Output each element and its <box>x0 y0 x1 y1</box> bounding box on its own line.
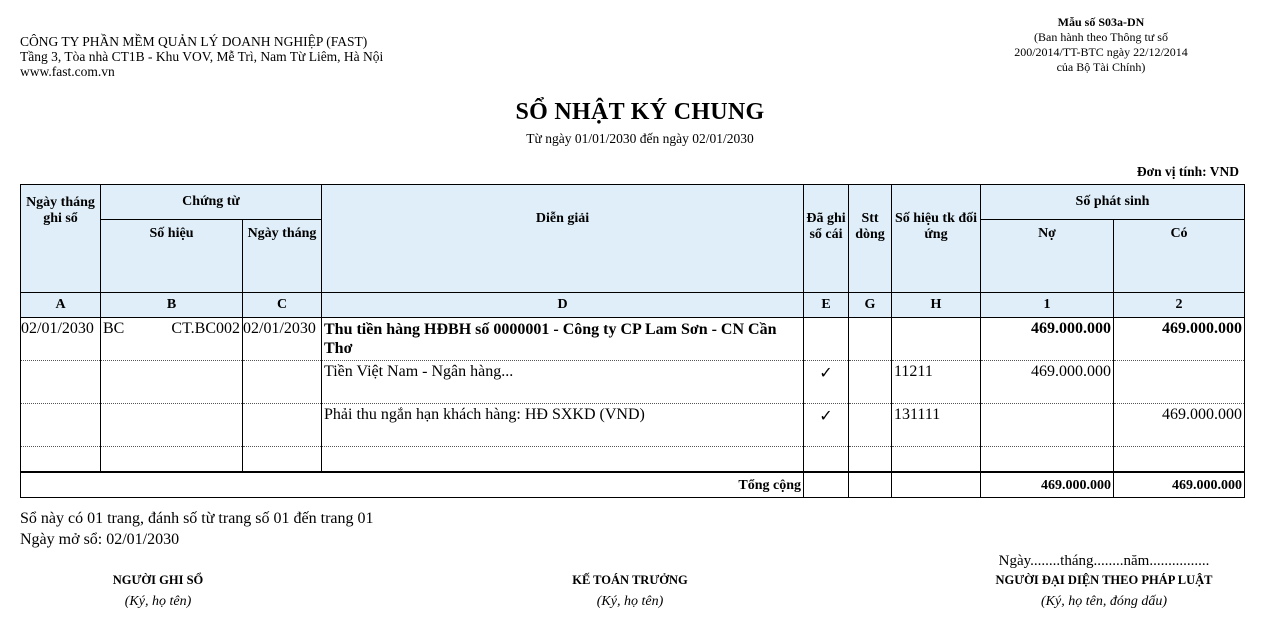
line-account: 11211 <box>892 361 981 404</box>
form-reference <box>985 15 1217 75</box>
header-credit: Có <box>1114 220 1245 293</box>
header-amount: Số phát sinh <box>981 185 1245 220</box>
total-credit: 469.000.000 <box>1114 472 1245 498</box>
signature-role: NGƯỜI GHI SỔ <box>112 573 204 587</box>
column-letter: G <box>849 293 892 318</box>
posted-check-icon: ✓ <box>804 361 849 404</box>
column-letter: D <box>322 293 804 318</box>
header-posted: Đã ghi sổ cái <box>804 185 849 293</box>
signature-role: KẾ TOÁN TRƯỞNG <box>572 573 688 587</box>
table-row <box>21 404 1245 447</box>
header-account: Số hiệu tk đối ứng <box>892 185 981 293</box>
column-letter: A <box>21 293 101 318</box>
signature-role: NGƯỜI ĐẠI DIỆN THEO PHÁP LUẬT <box>995 573 1213 587</box>
form-code: Mẫu số S03a-DN <box>1057 15 1145 29</box>
total-row <box>21 472 1245 498</box>
column-letter: C <box>243 293 322 318</box>
form-line-3: của Bộ Tài Chính) <box>1056 60 1146 74</box>
column-letter: 2 <box>1114 293 1245 318</box>
form-line-2: 200/2014/TT-BTC ngày 22/12/2014 <box>1014 45 1188 59</box>
table-row <box>21 447 1245 473</box>
table-row <box>21 318 1245 361</box>
entry-credit: 469.000.000 <box>1114 318 1245 361</box>
line-description: Phải thu ngắn hạn khách hàng: HĐ SXKD (VND) <box>322 404 804 447</box>
signature-hint: (Ký, họ tên, đóng dấu) <box>1041 594 1167 609</box>
signature-hint: (Ký, họ tên) <box>124 594 192 609</box>
entry-voucher-no: CT.BC002 <box>171 320 240 337</box>
line-credit: 469.000.000 <box>1114 404 1245 447</box>
company-website: www.fast.com.vn <box>20 64 115 79</box>
posted-check-icon: ✓ <box>804 404 849 447</box>
line-debit <box>981 404 1114 447</box>
header-date: Ngày tháng ghi sổ <box>21 185 101 293</box>
header-voucher-date: Ngày tháng <box>243 220 322 293</box>
line-description: Tiền Việt Nam - Ngân hàng... <box>322 361 804 404</box>
table-row <box>21 361 1245 404</box>
line-credit <box>1114 361 1245 404</box>
entry-voucher-date: 02/01/2030 <box>243 318 322 361</box>
column-letter: H <box>892 293 981 318</box>
header-debit: Nợ <box>981 220 1114 293</box>
signature-recorder <box>58 573 258 610</box>
entry-voucher-cell <box>101 318 243 361</box>
page-count-note: Sổ này có 01 trang, đánh số từ trang số 01 đến trang 01 <box>20 510 374 527</box>
total-label: Tổng cộng <box>21 472 804 498</box>
signature-hint: (Ký, họ tên) <box>596 594 664 609</box>
line-account: 131111 <box>892 404 981 447</box>
entry-voucher-type: BC <box>103 320 125 337</box>
entry-description: Thu tiền hàng HĐBH số 0000001 - Công ty CP Lam Sơn - CN Cần Thơ <box>322 318 804 361</box>
report-period: Từ ngày 01/01/2030 đến ngày 02/01/2030 <box>526 131 754 146</box>
journal-table <box>20 184 1245 498</box>
column-letter: B <box>101 293 243 318</box>
ledger-notes <box>20 508 374 550</box>
header-description: Diễn giải <box>322 185 804 293</box>
header-line-no: Stt dòng <box>849 185 892 293</box>
header-voucher: Chứng từ <box>101 185 322 220</box>
column-letter: 1 <box>981 293 1114 318</box>
entry-debit: 469.000.000 <box>981 318 1114 361</box>
form-line-1: (Ban hành theo Thông tư số <box>1034 30 1168 44</box>
report-title: SỔ NHẬT KÝ CHUNG <box>515 99 765 125</box>
opened-date-note: Ngày mở sổ: 02/01/2030 <box>20 531 180 548</box>
company-name: CÔNG TY PHẦN MỀM QUẢN LÝ DOANH NGHIỆP (FAST) <box>20 34 368 49</box>
column-letter: E <box>804 293 849 318</box>
line-debit: 469.000.000 <box>981 361 1114 404</box>
company-address: Tầng 3, Tòa nhà CT1B - Khu VOV, Mễ Trì, Nam Từ Liêm, Hà Nội <box>20 49 384 64</box>
company-info <box>20 34 383 79</box>
signature-legal-representative <box>973 573 1235 610</box>
total-debit: 469.000.000 <box>981 472 1114 498</box>
entry-line-no <box>849 318 892 361</box>
signature-chief-accountant <box>530 573 730 610</box>
entry-date: 02/01/2030 <box>21 318 101 361</box>
sign-date: Ngày........tháng........năm................ <box>998 553 1210 569</box>
header-voucher-no: Số hiệu <box>101 220 243 293</box>
entry-posted <box>804 318 849 361</box>
currency-unit: Đơn vị tính: VND <box>1136 164 1239 179</box>
entry-account <box>892 318 981 361</box>
